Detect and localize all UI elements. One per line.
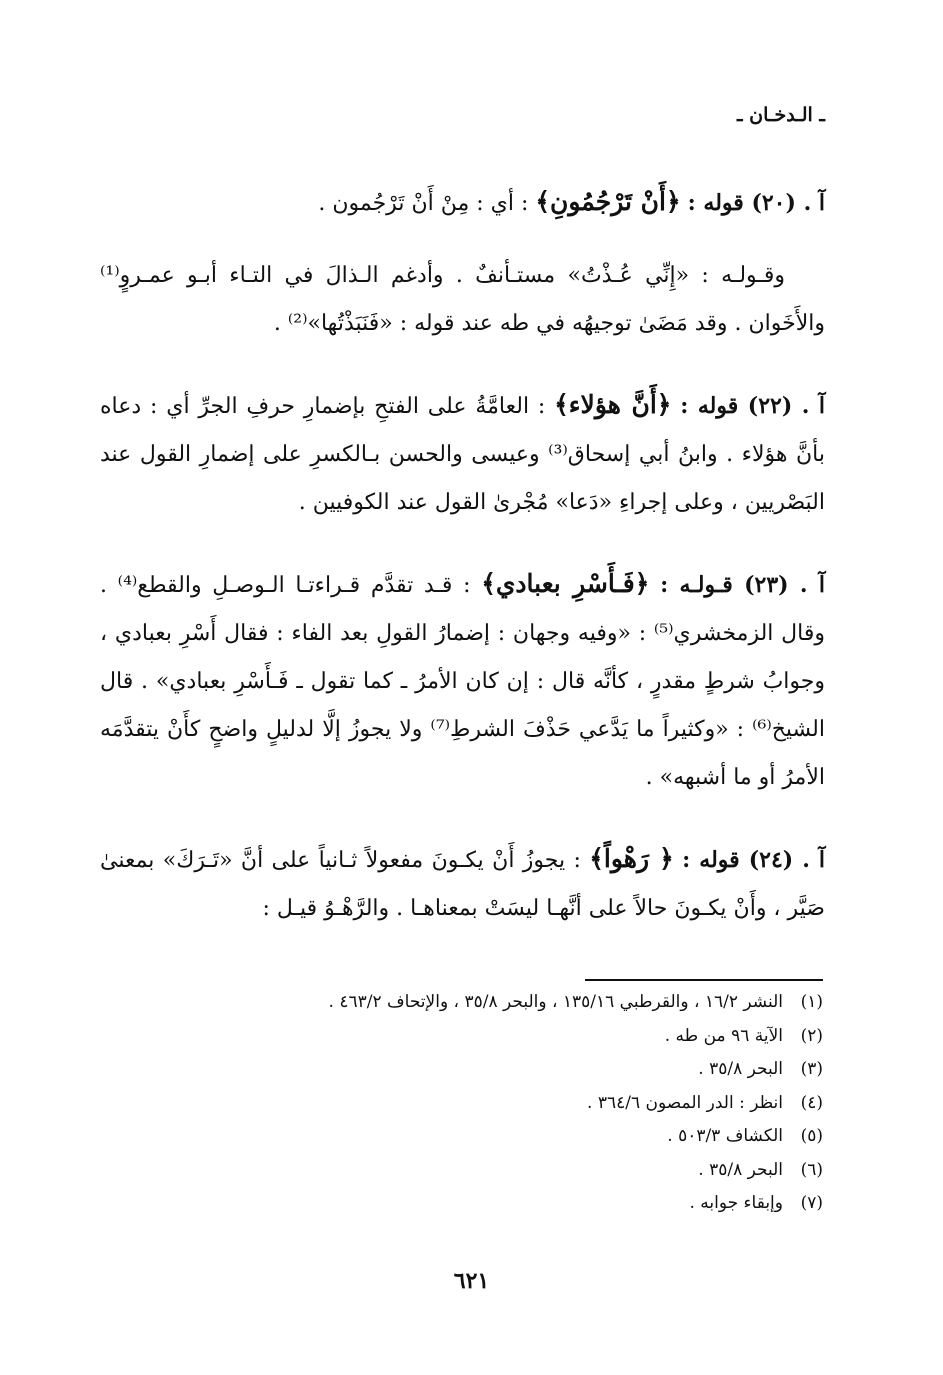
footnote-item [180,1154,823,1188]
footnote-number: (٧) [800,1193,823,1213]
commentary-text: : أي : مِنْ أَنْ تَرْجُمون . [318,191,529,216]
footnote-number: (٥) [800,1126,823,1146]
paragraph-verse-20 [100,178,825,228]
verse-reference: آ . (٢٤) قوله : [682,847,826,873]
footnote-number: (٣) [800,1059,823,1079]
footnote-item [180,1087,823,1121]
footnote-number: (٢) [800,1025,823,1046]
footnote-number: (٤) [800,1092,823,1113]
footnote-number: (٦) [800,1159,823,1180]
footnote-text: الكشاف ٥٠٣/٣ . [667,1126,783,1146]
footnote-item [180,1053,823,1087]
footnote-divider [585,979,823,981]
running-head: ـ الـدخـان ـ [736,104,825,126]
footnote-number: (١) [800,992,823,1012]
footnote-item [180,986,823,1020]
commentary-text: : العامَّةُ على الفتحِ بإضمارِ حرفِ الجرِّ أي : دعاه بأنَّ هؤلاء . وابنُ أبي إسحاق⁽³⁾ وعيسى والحسن بـالكسرِ على إضمارِ القول عند البَصْريين ، وعلى إجراءِ «دَعا» مُجْرىٰ القول عند الكوفيين . [100,394,825,515]
commentary-text: : يجوزُ أَنْ يكـونَ مفعولاً ثـانياً على أنَّ «تَـرَكَ» بمعنىٰ صَيَّر ، وأَنْ يكـونَ حالاً على أنَّهـا ليسَتْ بمعناهـا . والرَّهْـوُ قيـل : [100,848,825,921]
paragraph-verse-22 [100,381,825,527]
footnote-text: النشر ١٦/٢ ، والقرطبي ١٣٥/١٦ ، والبحر ٣٥/٨ ، والإتحاف ٤٦٣/٢ . [328,992,783,1012]
footnote-text: وإبقاء جوابه . [689,1193,783,1213]
quranic-phrase: ﴿ رَهْواً﴾ [589,844,674,873]
footnote-text: انظر : الدر المصون ٣٦٤/٦ . [587,1092,783,1113]
footnotes-list [180,986,823,1221]
paragraph-verse-24 [100,835,825,933]
paragraph-commentary [100,252,825,348]
paragraph-verse-23 [100,560,825,802]
quranic-phrase: ﴿فَـأَسْرِ بعبادي﴾ [481,569,650,598]
quranic-phrase: ﴿أَنَّ هؤلاء﴾ [554,390,672,419]
verse-reference: آ . (٢٢) قوله : [680,393,826,419]
footnote-text: البحر ٣٥/٨ . [698,1059,783,1079]
footnote-item [180,1187,823,1221]
footnote-item [180,1020,823,1054]
commentary-text: وقـولـه : «إِنِّي عُـذْتُ» مستـأنفٌ . وأدغم الـذالَ في التـاء أبـو عمـروٍ⁽¹⁾ والأَخَوان . وقد مَضَىٰ توجيهُه في طه عند قوله : «فَنَبَذْتُها»⁽²⁾ . [100,263,825,336]
main-text [100,178,825,966]
footnote-item [180,1120,823,1154]
page-number: ٦٢١ [453,1268,490,1294]
commentary-text: : قـد تقدَّم قـراءتـا الـوصـلِ والقطع⁽⁴⁾ . وقال الزمخشري⁽⁵⁾ : «وفيه وجهان : إضمارُ القولِ بعد الفاء : فقال أَسْرِ بعبادي ، وجوابُ شرطٍ مقدرٍ ، كأنَّه قال : إن كان الأمرُ ـ كما تقول ـ فَـأَسْرِ بعبادي» . قال الشيخ⁽⁶⁾ : «وكثيراً ما يَدَّعي حَذْفَ الشرطِ⁽⁷⁾ ولا يجوزُ إلَّا لدليلٍ واضحٍ كأَنْ يتقدَّمَه الأمرُ أو ما أشبهه» . [100,573,825,790]
verse-reference: آ . (٢٠) قوله : [687,190,825,216]
footnote-text: الآية ٩٦ من طه . [664,1025,783,1046]
footnote-text: البحر ٣٥/٨ . [698,1159,783,1180]
verse-reference: آ . (٢٣) قـولـه : [660,572,826,598]
quranic-phrase: ﴿أَنْ تَرْجُمُونِ﴾ [535,187,681,216]
